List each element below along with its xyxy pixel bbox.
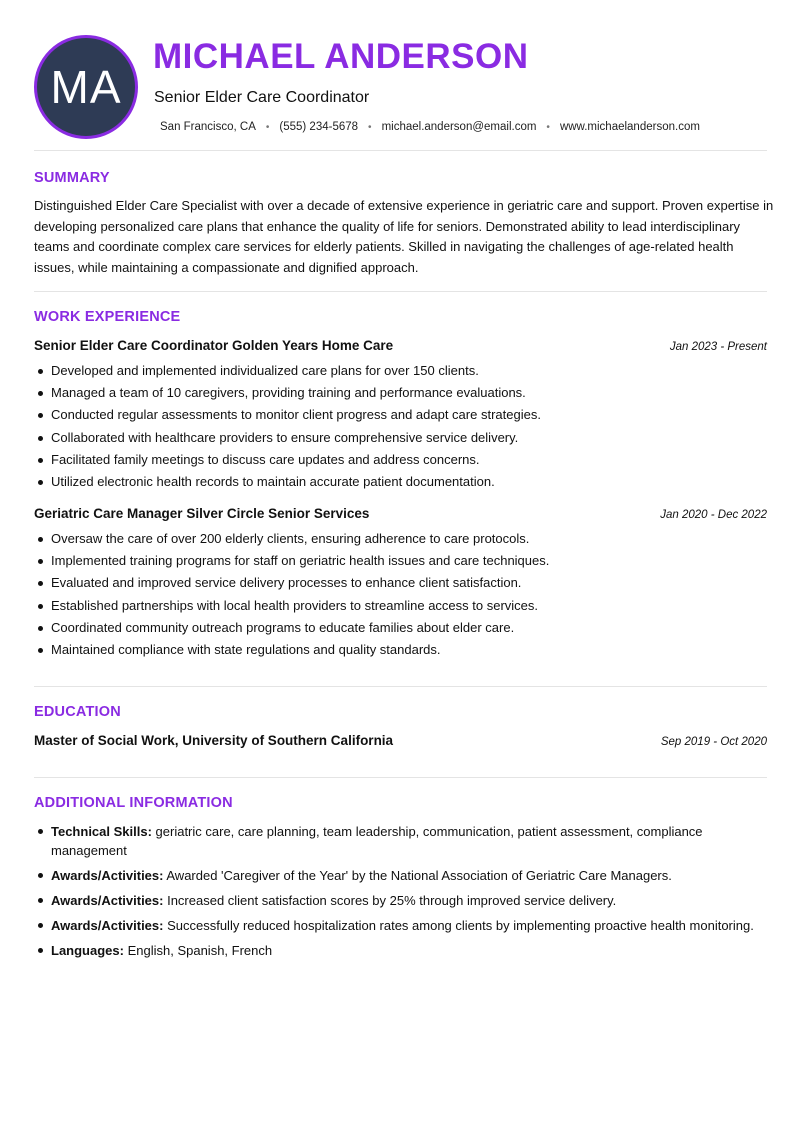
contact-website[interactable]: www.michaelanderson.com — [559, 121, 700, 133]
summary-text: Distinguished Elder Care Specialist with over a decade of extensive experience in geriatric care and support. Proven expertise in developing personalized care plans that enhance the quality of life for seniors. Demonstrated ability to lead interdisciplinary teams and coordinate complex care services for elderly patients. Skilled in navigating the challenges of age-related health issues, while maintaining a compassionate and dignified approach. — [34, 198, 774, 275]
additional-list — [34, 822, 774, 966]
list-item: Developed and implemented individualized care plans for over 150 clients. — [34, 360, 774, 382]
list-item: Oversaw the care of over 200 elderly clients, ensuring adherence to care protocols. — [34, 528, 774, 550]
list-item: Implemented training programs for staff on geriatric health issues and care techniques. — [34, 550, 774, 572]
job-role: Geriatric Care Manager Silver Circle Senior Services — [34, 506, 370, 521]
education-entry — [34, 733, 767, 748]
list-item: Maintained compliance with state regulations and quality standards. — [34, 639, 774, 661]
list-item: Utilized electronic health records to maintain accurate patient documentation. — [34, 471, 774, 493]
job-header — [34, 338, 767, 353]
list-item: Established partnerships with local health providers to streamline access to services. — [34, 595, 774, 617]
divider — [34, 291, 767, 292]
job-bullets — [34, 360, 774, 493]
experience-heading: WORK EXPERIENCE — [34, 309, 181, 325]
job-date: Jan 2023 - Present — [669, 341, 767, 353]
job-bullets — [34, 528, 774, 661]
divider — [34, 686, 767, 687]
list-item: Awards/Activities: Awarded 'Caregiver of the Year' by the National Association of Geriatric Care Managers. — [34, 866, 774, 885]
separator-dot: • — [546, 121, 550, 133]
job-title: Senior Elder Care Coordinator — [154, 89, 370, 106]
list-item: Coordinated community outreach programs to educate families about elder care. — [34, 617, 774, 639]
summary-heading: SUMMARY — [34, 170, 110, 186]
job-date: Jan 2020 - Dec 2022 — [660, 509, 767, 521]
job-role: Senior Elder Care Coordinator Golden Years Home Care — [34, 338, 394, 353]
list-item: Facilitated family meetings to discuss care updates and address concerns. — [34, 449, 774, 471]
list-item: Awards/Activities: Increased client satisfaction scores by 25% through improved service delivery. — [34, 891, 774, 910]
list-item: Awards/Activities: Successfully reduced hospitalization rates among clients by implementing proactive health monitoring. — [34, 916, 774, 935]
candidate-name: MICHAEL ANDERSON — [153, 37, 529, 76]
avatar — [34, 35, 138, 139]
education-heading: EDUCATION — [34, 704, 121, 720]
job-header — [34, 506, 767, 521]
divider — [34, 150, 767, 151]
list-item: Languages: English, Spanish, French — [34, 941, 774, 960]
list-item: Collaborated with healthcare providers to ensure comprehensive service delivery. — [34, 427, 774, 449]
list-item: Managed a team of 10 caregivers, providing training and performance evaluations. — [34, 382, 774, 404]
list-item: Conducted regular assessments to monitor client progress and adapt care strategies. — [34, 404, 774, 426]
contact-bar — [160, 121, 700, 133]
additional-heading: ADDITIONAL INFORMATION — [34, 795, 233, 811]
degree: Master of Social Work, University of Southern California — [34, 733, 394, 748]
list-item: Evaluated and improved service delivery processes to enhance client satisfaction. — [34, 572, 774, 594]
avatar-initials: MA — [50, 61, 122, 113]
separator-dot: • — [368, 121, 372, 133]
separator-dot: • — [265, 121, 270, 133]
education-date: Sep 2019 - Oct 2020 — [660, 736, 767, 748]
contact-email[interactable]: michael.anderson@email.com — [381, 121, 537, 133]
contact-location: San Francisco, CA — [160, 121, 256, 133]
contact-phone: (555) 234-5678 — [279, 121, 359, 133]
divider — [34, 777, 767, 778]
list-item: Technical Skills: geriatric care, care planning, team leadership, communication, patient assessment, compliance management — [34, 822, 774, 860]
